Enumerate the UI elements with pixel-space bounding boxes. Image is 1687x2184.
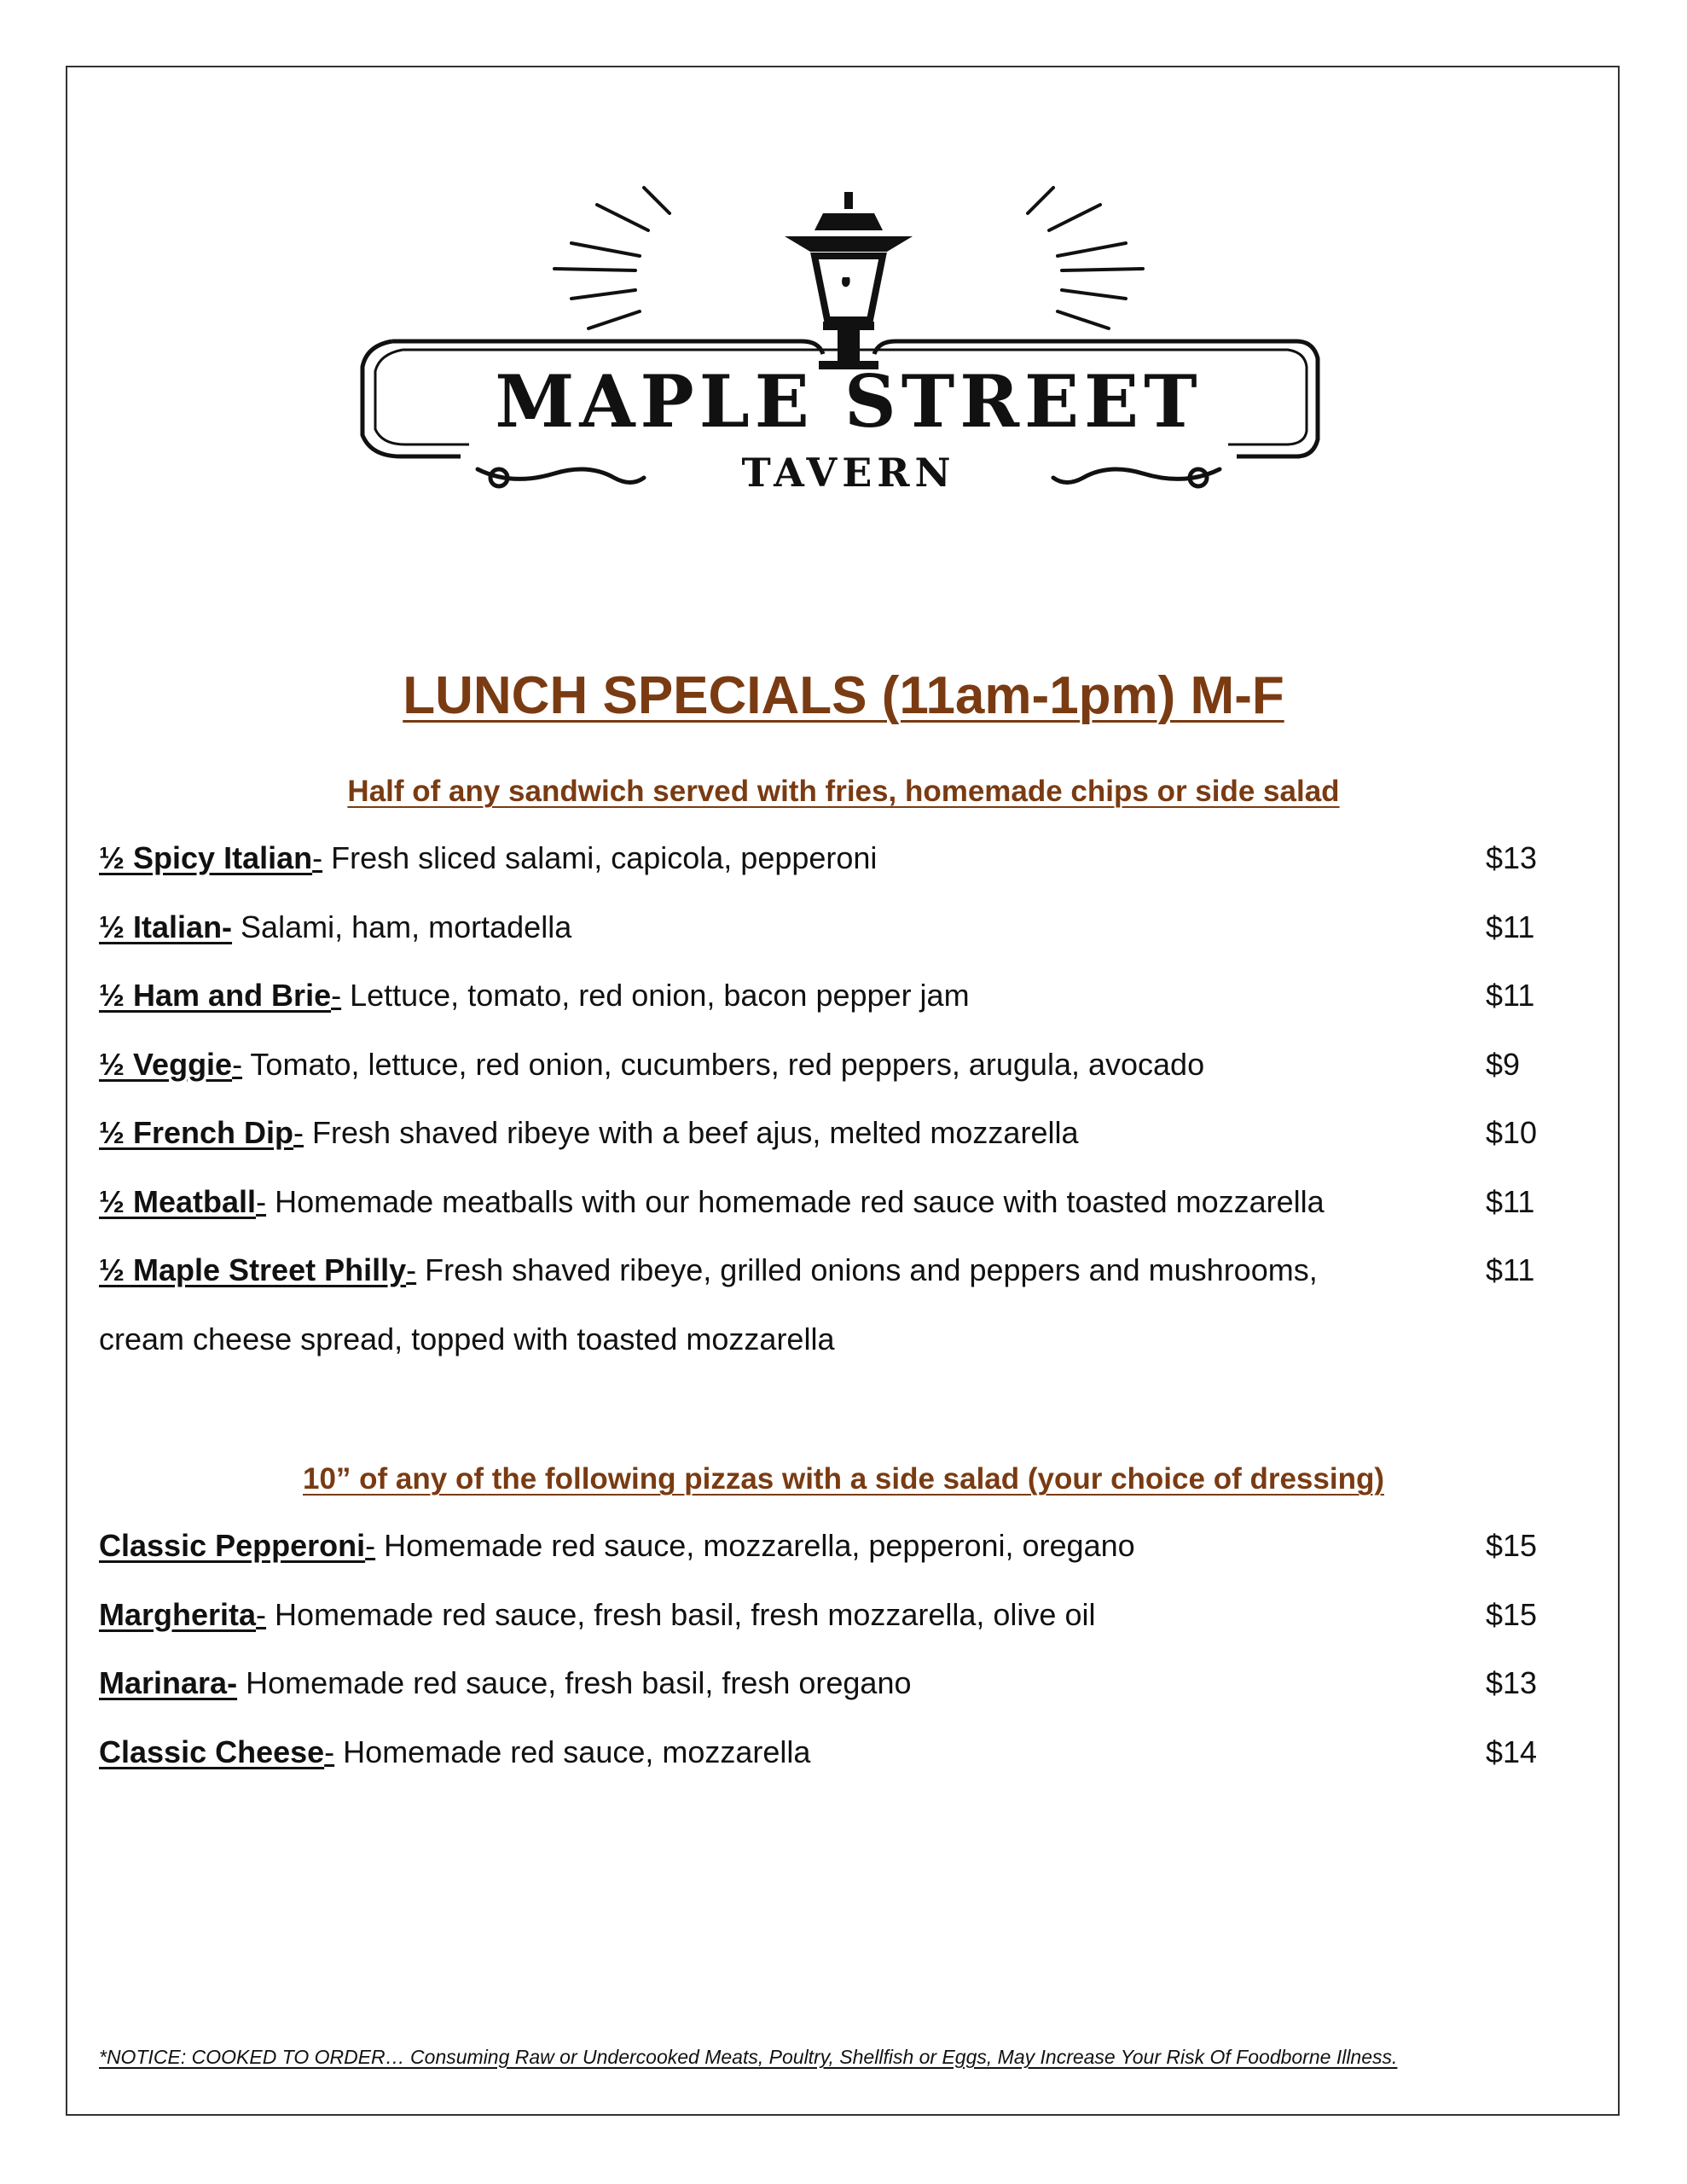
menu-item-description: Fresh sliced salami, capicola, pepperoni: [322, 840, 878, 875]
menu-item-separator: -: [232, 1046, 243, 1082]
menu-item: [99, 1252, 1549, 1289]
menu-item: [99, 977, 1549, 1014]
menu-item: [99, 1114, 1549, 1152]
menu-item-separator: -: [365, 1528, 376, 1563]
menu-item-description: Homemade meatballs with our homemade red sauce with toasted mozzarella: [266, 1183, 1325, 1219]
menu-item-name: Classic Cheese: [99, 1734, 325, 1769]
menu-item-separator: -: [312, 840, 323, 875]
menu-item-separator: -: [324, 1734, 335, 1769]
menu-item-price: $9: [1486, 1046, 1521, 1082]
menu-item-name: ½ Maple Street Philly: [99, 1252, 407, 1287]
menu-item-separator: -: [293, 1115, 304, 1150]
street-lamp-icon: [341, 183, 1356, 508]
menu-item-separator: -: [331, 978, 342, 1013]
menu-item: [99, 909, 1549, 946]
menu-item-name: Marinara-: [99, 1665, 238, 1700]
menu-item-description: Salami, ham, mortadella: [232, 909, 572, 944]
menu-item-description: Homemade red sauce, fresh basil, fresh mozzarella, olive oil: [266, 1596, 1096, 1632]
menu-item-price: $13: [1486, 1665, 1538, 1700]
menu-item-name: ½ Meatball: [99, 1183, 257, 1219]
menu-item-separator: -: [256, 1183, 267, 1219]
menu-item-price: $11: [1486, 909, 1535, 944]
menu-item-name: ½ Ham and Brie: [99, 978, 332, 1013]
section-heading: 10” of any of the following pizzas with a side salad (your choice of dressing): [303, 1462, 1384, 1496]
menu-item: [99, 1596, 1549, 1634]
menu-item-name: ½ Italian-: [99, 909, 233, 944]
menu-item-price: $15: [1486, 1528, 1538, 1563]
menu-item-price: $11: [1486, 1183, 1535, 1219]
menu-item-separator: -: [406, 1252, 417, 1287]
menu-item-description: Homemade red sauce, fresh basil, fresh oregano: [237, 1665, 912, 1700]
food-safety-notice: *NOTICE: COOKED TO ORDER… Consuming Raw or Undercooked Meats, Poultry, Shellfish or Eggs, May Increase Your Risk Of Foodborne Illness.: [99, 2046, 1398, 2068]
logo-line1: MAPLE STREET: [495, 359, 1203, 444]
menu-item: [99, 1046, 1549, 1083]
menu-item-name: ½ French Dip: [99, 1115, 294, 1150]
menu-item-name: Classic Pepperoni: [99, 1528, 366, 1563]
section-heading: Half of any sandwich served with fries, homemade chips or side salad: [347, 775, 1340, 808]
menu-item-name: ½ Spicy Italian: [99, 840, 313, 875]
menu-item-description: Homemade red sauce, mozzarella, pepperoni, oregano: [375, 1528, 1135, 1563]
menu-item-name: Margherita: [99, 1596, 257, 1632]
menu-item-description: Fresh shaved ribeye with a beef ajus, melted mozzarella: [304, 1115, 1079, 1150]
menu-item-description: Lettuce, tomato, red onion, bacon pepper jam: [341, 978, 970, 1013]
menu-item-price: $13: [1486, 840, 1538, 875]
menu-item-description-continued: cream cheese spread, topped with toasted mozzarella: [99, 1321, 835, 1356]
menu-item: [99, 1664, 1549, 1702]
menu-item-price: $14: [1486, 1734, 1538, 1769]
menu-item-separator: -: [256, 1596, 267, 1632]
menu-item-name: ½ Veggie: [99, 1046, 233, 1082]
menu-item: [99, 839, 1549, 877]
tavern-logo: [341, 183, 1356, 508]
page-title: LUNCH SPECIALS (11am-1pm) M-F: [403, 666, 1284, 725]
menu-item: [99, 1527, 1549, 1565]
logo-line2: TAVERN: [741, 450, 956, 496]
menu-item-description: Homemade red sauce, mozzarella: [334, 1734, 811, 1769]
menu-item-price: $15: [1486, 1596, 1538, 1632]
menu-item: [99, 1734, 1549, 1771]
menu-item-price: $11: [1486, 1252, 1535, 1287]
menu-item-description: Fresh shaved ribeye, grilled onions and peppers and mushrooms,: [416, 1252, 1318, 1287]
menu-item-price: $10: [1486, 1115, 1538, 1150]
menu-item-price: $11: [1486, 978, 1535, 1013]
menu-item: [99, 1183, 1549, 1221]
menu-item-description: Tomato, lettuce, red onion, cucumbers, red peppers, arugula, avocado: [242, 1046, 1205, 1082]
